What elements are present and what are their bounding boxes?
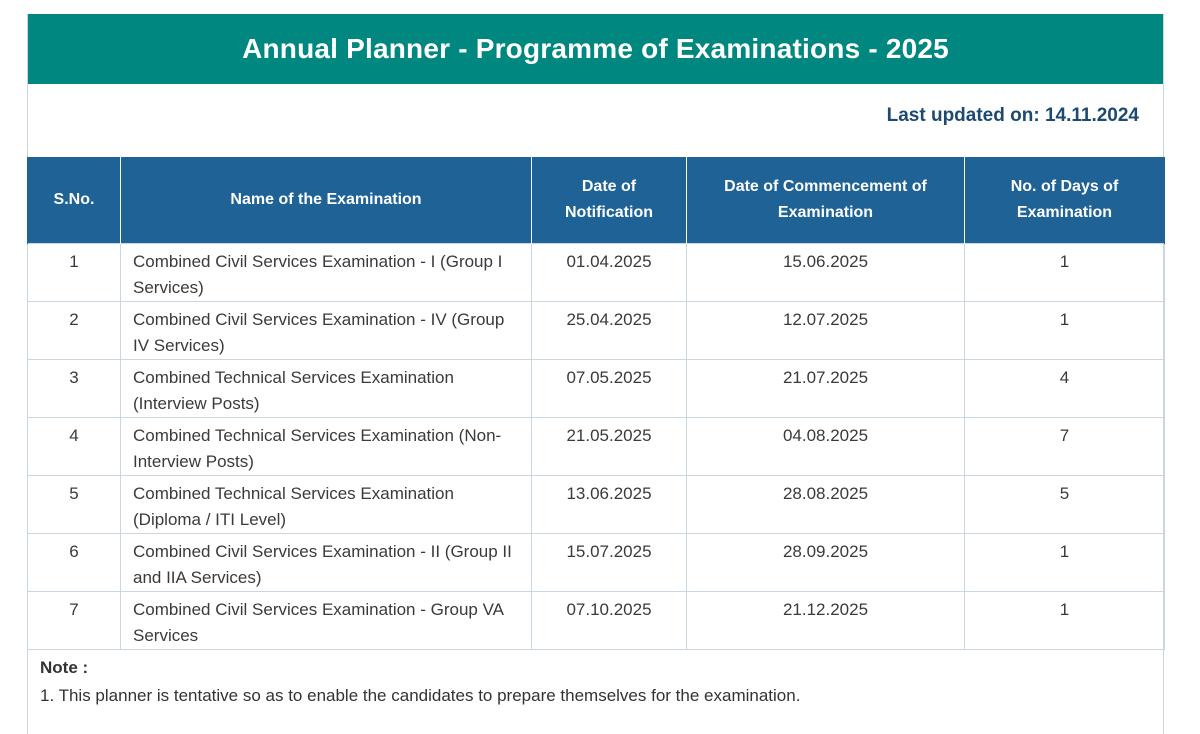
table-header-row	[28, 157, 1165, 244]
cell-notification-date: 07.10.2025	[532, 592, 687, 650]
cell-exam-name: Combined Civil Services Examination - Group VA Services	[121, 592, 532, 650]
cell-exam-name: Combined Technical Services Examination (Interview Posts)	[121, 360, 532, 418]
column-header-notification-date: Date of Notification	[532, 157, 687, 244]
cell-commencement-date: 28.08.2025	[687, 476, 965, 534]
column-header-sno: S.No.	[28, 157, 121, 244]
table-row	[28, 592, 1165, 650]
cell-days: 4	[965, 360, 1165, 418]
cell-days: 1	[965, 302, 1165, 360]
column-header-days: No. of Days of Examination	[965, 157, 1165, 244]
planner-panel	[27, 14, 1164, 734]
table-row	[28, 476, 1165, 534]
cell-sno: 2	[28, 302, 121, 360]
table-row	[28, 534, 1165, 592]
cell-exam-name: Combined Technical Services Examination (Diploma / ITI Level)	[121, 476, 532, 534]
cell-sno: 3	[28, 360, 121, 418]
table-row	[28, 360, 1165, 418]
cell-notification-date: 15.07.2025	[532, 534, 687, 592]
cell-exam-name: Combined Civil Services Examination - II (Group II and IIA Services)	[121, 534, 532, 592]
cell-days: 7	[965, 418, 1165, 476]
cell-commencement-date: 12.07.2025	[687, 302, 965, 360]
cell-notification-date: 07.05.2025	[532, 360, 687, 418]
cell-sno: 5	[28, 476, 121, 534]
note-title: Note :	[40, 658, 89, 677]
cell-days: 1	[965, 534, 1165, 592]
last-updated-text: Last updated on: 14.11.2024	[886, 104, 1139, 126]
examination-table	[27, 157, 1165, 650]
table-row	[28, 244, 1165, 302]
cell-exam-name: Combined Technical Services Examination (Non-Interview Posts)	[121, 418, 532, 476]
column-header-exam-name: Name of the Examination	[121, 157, 532, 244]
cell-days: 5	[965, 476, 1165, 534]
cell-sno: 7	[28, 592, 121, 650]
cell-days: 1	[965, 592, 1165, 650]
note-item: 1. This planner is tentative so as to enable the candidates to prepare themselves for the examination.	[40, 686, 801, 705]
cell-commencement-date: 21.07.2025	[687, 360, 965, 418]
page-title: Annual Planner - Programme of Examinations - 2025	[28, 14, 1163, 84]
cell-notification-date: 13.06.2025	[532, 476, 687, 534]
cell-exam-name: Combined Civil Services Examination - I (Group I Services)	[121, 244, 532, 302]
cell-sno: 4	[28, 418, 121, 476]
cell-notification-date: 21.05.2025	[532, 418, 687, 476]
cell-exam-name: Combined Civil Services Examination - IV (Group IV Services)	[121, 302, 532, 360]
cell-commencement-date: 04.08.2025	[687, 418, 965, 476]
cell-commencement-date: 15.06.2025	[687, 244, 965, 302]
cell-notification-date: 01.04.2025	[532, 244, 687, 302]
cell-commencement-date: 21.12.2025	[687, 592, 965, 650]
cell-notification-date: 25.04.2025	[532, 302, 687, 360]
table-row	[28, 302, 1165, 360]
column-header-commencement-date: Date of Commencement of Examination	[687, 157, 965, 244]
cell-sno: 6	[28, 534, 121, 592]
cell-days: 1	[965, 244, 1165, 302]
table-row	[28, 418, 1165, 476]
cell-commencement-date: 28.09.2025	[687, 534, 965, 592]
cell-sno: 1	[28, 244, 121, 302]
note-section	[28, 650, 1163, 714]
